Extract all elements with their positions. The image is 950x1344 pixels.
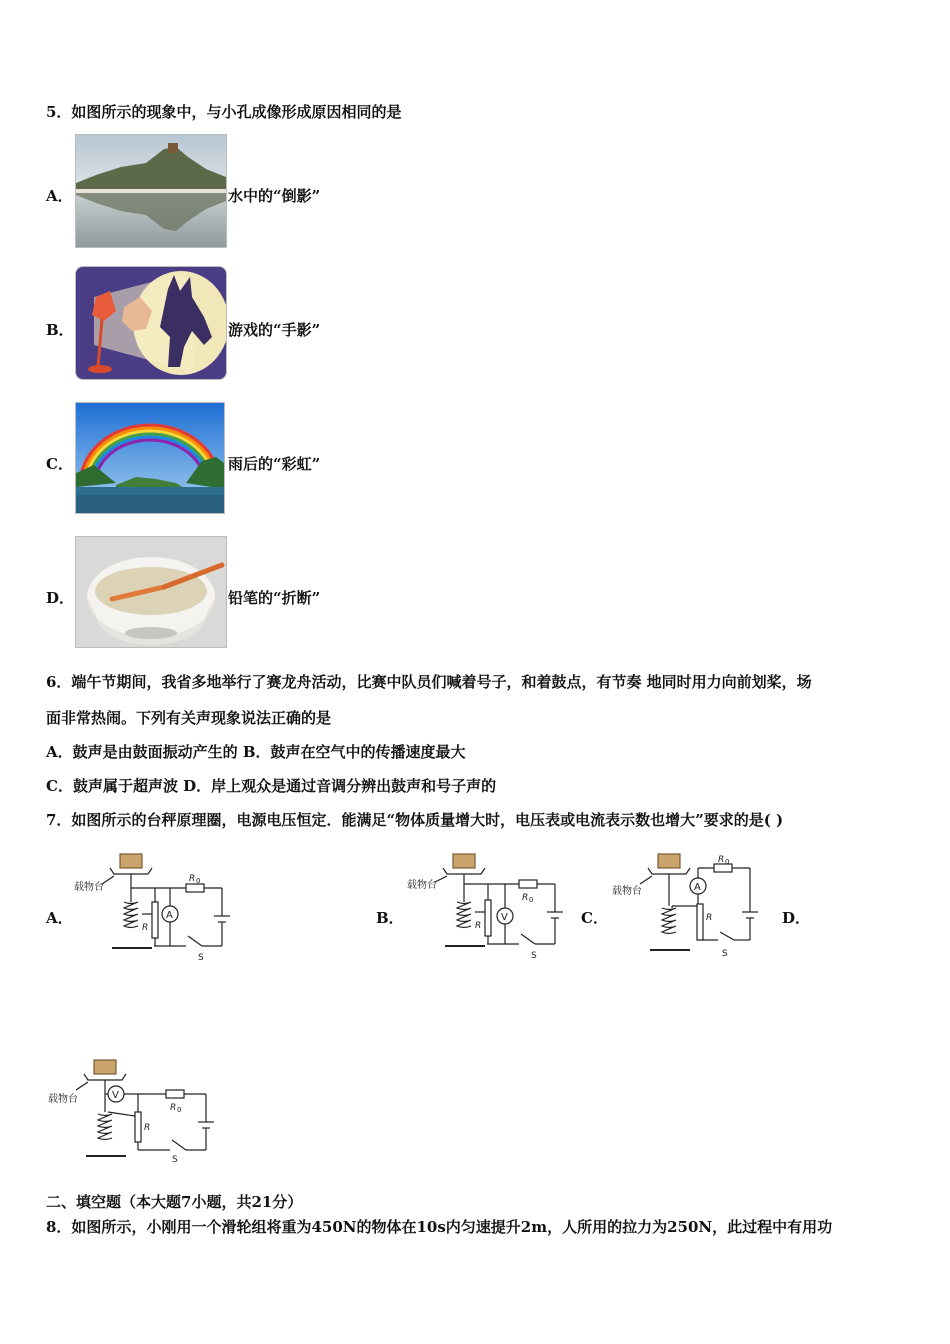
switch-label: S <box>722 949 728 959</box>
r0-label: R <box>189 874 196 884</box>
option-a-text: 水中的“倒影” <box>228 187 321 205</box>
switch-label: S <box>198 953 204 963</box>
section-2-heading: 二、填空题（本大题7小题，共21分） <box>46 1193 303 1211</box>
circuit-diagram-c <box>610 850 778 965</box>
option-b-letter: B． <box>46 321 74 339</box>
platform-label: 载物台 <box>407 880 437 891</box>
option-d-letter: D． <box>46 589 75 607</box>
circuit-diagram-b <box>405 850 573 965</box>
bent-pencil-image <box>75 536 227 648</box>
hand-shadow-image <box>75 266 227 380</box>
voltmeter-symbol: V <box>112 1090 119 1101</box>
circuit-option-b-letter: B． <box>376 909 404 927</box>
r-label: R <box>144 1123 151 1133</box>
circuit-option-a-letter: A． <box>46 909 73 927</box>
circuit-option-d-letter: D． <box>782 909 811 927</box>
voltmeter-symbol: V <box>501 912 508 923</box>
question-5-stem: 5．如图所示的现象中，与小孔成像形成原因相同的是 <box>46 103 402 121</box>
circuit-diagram-d <box>46 1056 214 1171</box>
question-6-stem-line1: 6．端午节期间，我省多地举行了赛龙舟活动，比赛中队员们喊着号子，和着鼓点，有节奏 地同时用力向前划桨，场 <box>46 673 812 691</box>
question-6-stem-line2: 面非常热闹。下列有关声现象说法正确的是 <box>46 709 332 727</box>
circuit-diagram-a <box>72 850 240 965</box>
reflection-image <box>75 134 227 248</box>
switch-label: S <box>531 951 537 961</box>
platform-label: 载物台 <box>612 886 642 897</box>
r0-label: R <box>718 855 725 865</box>
option-a-letter: A． <box>46 187 73 205</box>
platform-label: 载物台 <box>48 1094 78 1105</box>
ammeter-symbol: A <box>694 882 701 893</box>
switch-label: S <box>172 1155 178 1165</box>
question-7-stem: 7．如图所示的台秤原理圈，电源电压恒定．能满足“物体质量增大时，电压表或电流表示数也增大”要求的是( ) <box>46 811 784 829</box>
r0-label: R <box>522 893 529 903</box>
circuit-option-c-letter: C． <box>581 909 608 927</box>
r-label: R <box>475 921 482 931</box>
option-c-letter: C． <box>46 455 73 473</box>
ammeter-symbol: A <box>166 910 173 921</box>
r0-sub: 0 <box>196 877 201 885</box>
r0-sub: 0 <box>177 1106 182 1114</box>
r0-sub: 0 <box>725 858 730 866</box>
option-b-text: 游戏的“手影” <box>228 321 321 339</box>
option-c-text: 雨后的“彩虹” <box>228 455 321 473</box>
r-label: R <box>142 923 149 933</box>
question-8-stem: 8．如图所示，小刚用一个滑轮组将重为450N的物体在10s内匀速提升2m，人所用的拉力为250N，此过程中有用功 <box>46 1218 833 1236</box>
r0-sub: 0 <box>529 896 534 904</box>
question-6-options-ab: A．鼓声是由鼓面振动产生的 B．鼓声在空气中的传播速度最大 <box>46 743 466 761</box>
r0-label: R <box>170 1103 177 1113</box>
question-6-options-cd: C．鼓声属于超声波 D．岸上观众是通过音调分辨出鼓声和号子声的 <box>46 777 497 795</box>
platform-label: 载物台 <box>74 882 104 893</box>
rainbow-image <box>75 402 225 514</box>
r-label: R <box>706 913 713 923</box>
option-d-text: 铅笔的“折断” <box>228 589 321 607</box>
